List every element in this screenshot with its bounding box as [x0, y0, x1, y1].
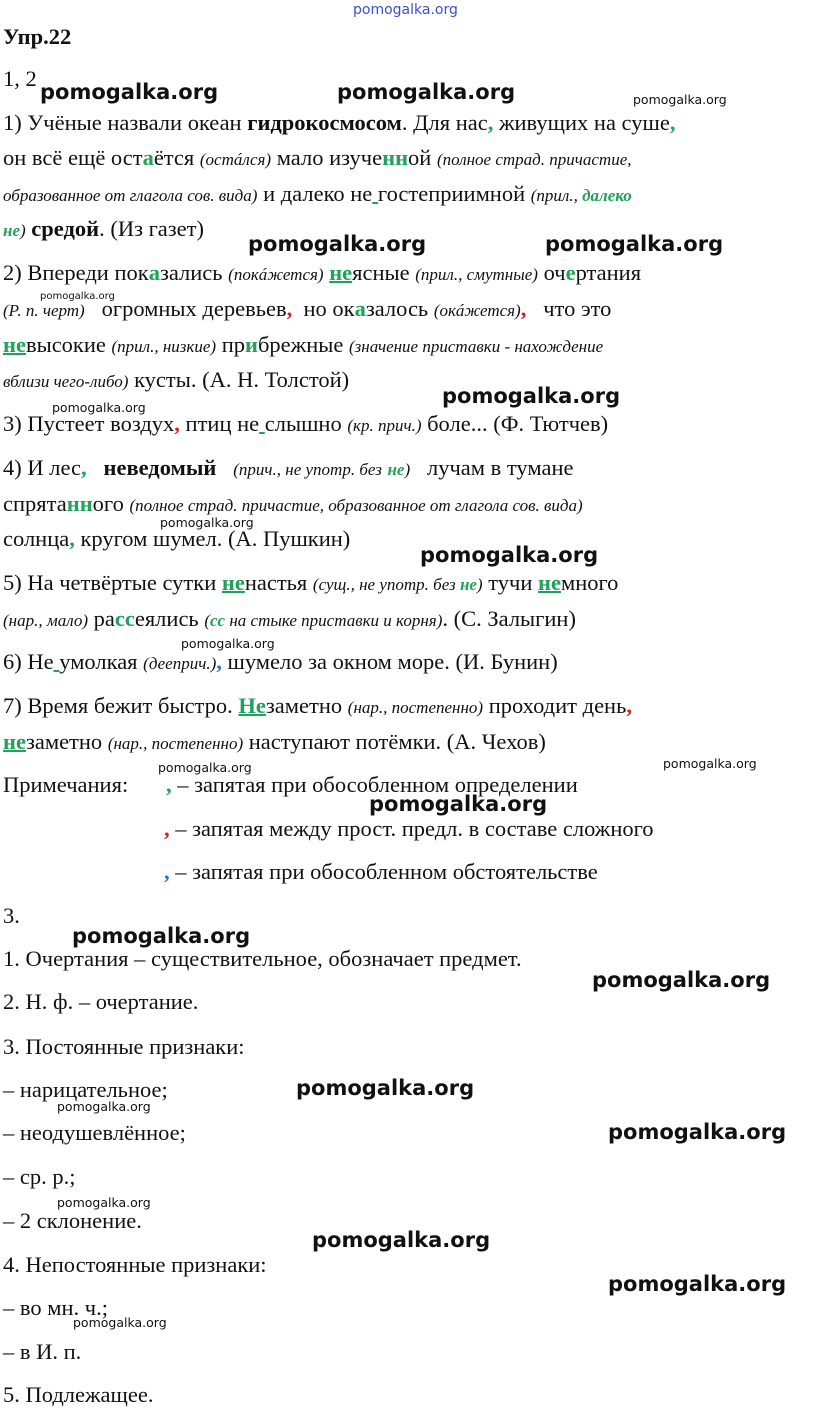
watermark: pomogalka.org [296, 1076, 475, 1100]
parse-line-1: 1. Очертания – существительное, обозначает предмет. [3, 946, 522, 971]
part-label: 1, 2 [3, 66, 37, 91]
watermark: pomogalka.org [72, 924, 251, 948]
watermark: pomogalka.org [545, 232, 724, 256]
parse-line-11: 5. Подлежащее. [3, 1382, 154, 1407]
sentence-6: 6) Не умолкая (дееприч.), шумело за окном море. (И. Бунин) [3, 649, 558, 674]
watermark: pomogalka.org [160, 515, 254, 530]
watermark: pomogalka.org [633, 92, 727, 107]
sentence-1-line-3: образованное от глагола сов. вида) и далеко не гостеприимной (прил., далеко [3, 181, 632, 206]
sentence-2-line-3: невысокие (прил., низкие) прибрежные (значение приставки - нахождение [3, 332, 604, 357]
watermark: pomogalka.org [608, 1120, 787, 1144]
note-green-comma: , – запятая при обособленном определении [166, 772, 578, 797]
sentence-2-line-4: вблизи чего-либо) кусты. (А. Н. Толстой) [3, 367, 350, 392]
sentence-7-line-1: 7) Время бежит быстро. Незаметно (нар., постепенно) проходит день, [3, 693, 632, 718]
watermark: pomogalka.org [369, 792, 548, 816]
sentence-7-line-2: незаметно (нар., постепенно) наступают потёмки. (А. Чехов) [3, 729, 546, 754]
parse-line-5: – неодушевлённое; [3, 1120, 186, 1145]
watermark: pomogalka.org [312, 1228, 491, 1252]
parse-line-8: 4. Непостоянные признаки: [3, 1252, 267, 1277]
sentence-4-line-1: 4) И лес, неведомый (прич., не употр. без не) лучам в тумане [3, 455, 574, 480]
sentence-3: 3) Пустеет воздух, птиц не слышно (кр. прич.) боле... (Ф. Тютчев) [3, 411, 609, 436]
parse-line-6: – ср. р.; [3, 1164, 76, 1189]
watermark: pomogalka.org [592, 968, 771, 992]
sentence-4-line-3: солнца, кругом шумел. (А. Пушкин) [3, 526, 351, 551]
sentence-1-line-2: он всё ещё остаётся (остáлся) мало изученной (полное страд. причастие, [3, 145, 632, 170]
watermark: pomogalka.org [608, 1272, 787, 1296]
sentence-4-line-2: спрятанного (полное страд. причастие, образованное от глагола сов. вида) [3, 491, 583, 516]
parse-line-9: – во мн. ч.; [3, 1295, 108, 1320]
watermark: pomogalka.org [420, 543, 599, 567]
sentence-5-line-2: (нар., мало) рассеялись (сс на стыке приставки и корня). (С. Залыгин) [3, 606, 576, 631]
watermark: pomogalka.org [663, 756, 757, 771]
part3-label: 3. [3, 903, 20, 928]
watermark: pomogalka.org [442, 384, 621, 408]
sentence-5-line-1: 5) На четвёртые сутки ненастья (сущ., не употр. без не) тучи немного [3, 570, 619, 595]
watermark: pomogalka.org [40, 291, 115, 302]
parse-line-10: – в И. п. [3, 1339, 82, 1364]
parse-line-7: – 2 склонение. [3, 1208, 142, 1233]
exercise-title: Упр.22 [3, 24, 72, 49]
sentence-2-line-2: (Р. п. черт) огромных деревьев, но оказалось (окáжется), что это [3, 296, 612, 321]
parse-line-3: 3. Постоянные признаки: [3, 1034, 245, 1059]
watermark: pomogalka.org [52, 400, 146, 415]
watermark: pomogalka.org [57, 1099, 151, 1114]
notes-label: Примечания: [3, 772, 129, 797]
watermark: pomogalka.org [337, 80, 516, 104]
sentence-1-line-1: 1) Учёные назвали океан гидрокосмосом. Для нас, живущих на суше, [3, 110, 676, 135]
watermark: pomogalka.org [40, 80, 219, 104]
site-header-watermark: pomogalka.org [353, 2, 458, 18]
watermark: pomogalka.org [181, 636, 275, 651]
note-blue-comma: , – запятая при обособленном обстоятельстве [164, 859, 598, 884]
sentence-2-line-1: 2) Впереди показались (покáжется) неясные (прил., смутные) очертания [3, 260, 642, 285]
parse-line-2: 2. Н. ф. – очертание. [3, 989, 199, 1014]
note-red-comma: , – запятая между прост. предл. в составе сложного [164, 816, 654, 841]
parse-line-4: – нарицательное; [3, 1077, 168, 1102]
watermark: pomogalka.org [57, 1195, 151, 1210]
sentence-1-line-4: не) средой. (Из газет) [3, 216, 204, 241]
watermark: pomogalka.org [73, 1315, 167, 1330]
watermark: pomogalka.org [248, 232, 427, 256]
watermark: pomogalka.org [158, 760, 252, 775]
